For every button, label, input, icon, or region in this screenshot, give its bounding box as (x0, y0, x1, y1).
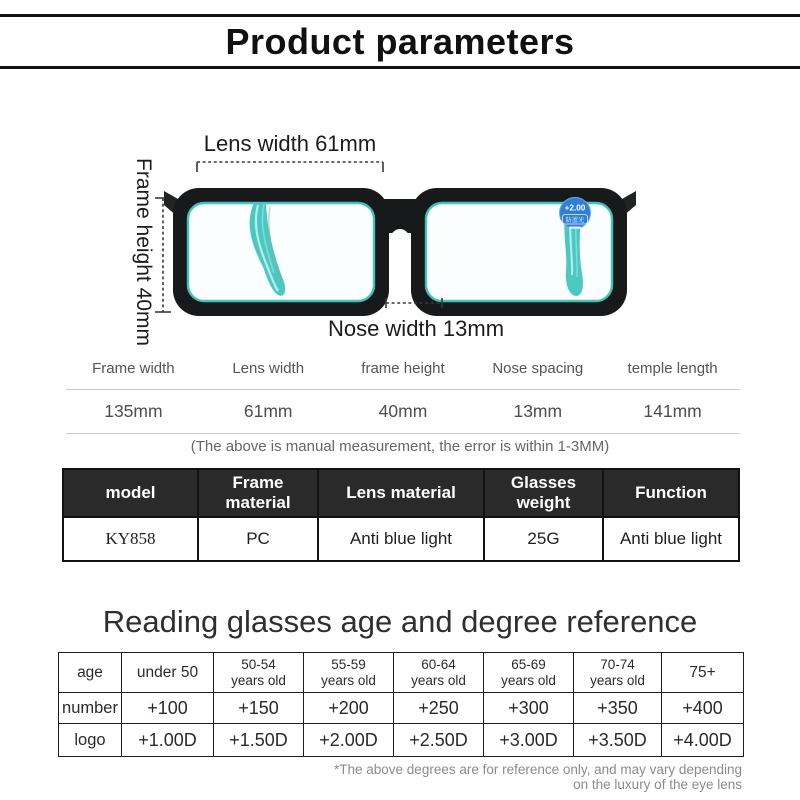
degree-sticker-badge (560, 198, 591, 229)
divider (66, 433, 740, 434)
lens-width-label: Lens width 61mm (203, 131, 377, 156)
spec-cell-model: KY858 (63, 517, 198, 561)
degree-age-cell: 50-54 years old (214, 653, 304, 693)
degree-logo-cell: +2.00D (304, 724, 394, 757)
footnote-line1: *The above degrees are for reference only, and may vary depending (334, 762, 742, 777)
degree-age-cell: age (59, 653, 122, 693)
spec-cell-weight: 25G (484, 517, 603, 561)
degree-row-label: logo (59, 724, 122, 757)
lens-width-bracket (197, 162, 383, 172)
measure-value: 13mm (513, 401, 563, 421)
spec-table (62, 468, 740, 562)
badge-power-text: +2.00 (564, 203, 586, 213)
degree-age-cell: 65-69 years old (484, 653, 574, 693)
measurement-note: (The above is manual measurement, the error is within 1-3MM) (190, 438, 610, 455)
degree-age-cell: 55-59 years old (304, 653, 394, 693)
spec-cell-lens-material: Anti blue light (318, 517, 484, 561)
measure-header: Nose spacing (492, 360, 584, 377)
degree-logo-cell: +3.50D (574, 724, 662, 757)
spec-header-row (63, 469, 739, 517)
spec-header-cell: Function (603, 469, 739, 517)
measure-header: Frame width (92, 360, 175, 377)
frame-height-line (155, 198, 171, 312)
measure-header: Lens width (232, 360, 305, 377)
degree-logo-cell: +1.00D (122, 724, 214, 757)
measure-value: 135mm (104, 401, 163, 421)
degree-logo-row (59, 724, 744, 757)
page-title: Product parameters (225, 20, 575, 62)
measure-value: 61mm (243, 401, 293, 421)
degree-row-label: number (59, 693, 122, 724)
spec-cell-frame-material: PC (198, 517, 318, 561)
degree-logo-cell: +1.50D (214, 724, 304, 757)
measure-value: 40mm (378, 401, 428, 421)
glasses-figure (0, 105, 800, 350)
degree-number-row (59, 693, 744, 724)
degree-number-cell: +150 (214, 693, 304, 724)
measurement-values (66, 390, 740, 433)
degree-logo-cell: +2.50D (394, 724, 484, 757)
degree-logo-cell: +4.00D (662, 724, 744, 757)
degree-number-cell: +200 (304, 693, 394, 724)
spec-header-cell: Frame material (198, 469, 318, 517)
nose-width-label: Nose width 13mm (327, 316, 505, 341)
spec-data-row (63, 517, 739, 561)
degree-number-cell: +100 (122, 693, 214, 724)
badge-antiblue-text: 防蓝光 (565, 216, 585, 224)
degree-table (58, 652, 744, 757)
degree-age-cell: under 50 (122, 653, 214, 693)
degree-number-cell: +400 (662, 693, 744, 724)
spec-header-cell: Lens material (318, 469, 484, 517)
title-band (0, 14, 800, 69)
measure-value: 141mm (643, 401, 702, 421)
degree-age-cell: 60-64 years old (394, 653, 484, 693)
degree-section-heading: Reading glasses age and degree reference (102, 604, 698, 639)
spec-header-cell: Glasses weight (484, 469, 603, 517)
spec-header-cell: model (63, 469, 198, 517)
measure-header: frame height (361, 360, 445, 377)
measurement-headers (66, 356, 740, 389)
degree-age-cell: 70-74 years old (574, 653, 662, 693)
degree-age-cell: 75+ (662, 653, 744, 693)
footnote-line2: on the luxury of the eye lens (573, 777, 742, 792)
spec-cell-function: Anti blue light (603, 517, 739, 561)
measurement-summary (66, 356, 740, 434)
degree-logo-cell: +3.00D (484, 724, 574, 757)
degree-number-cell: +300 (484, 693, 574, 724)
degree-number-cell: +350 (574, 693, 662, 724)
degree-number-cell: +250 (394, 693, 484, 724)
measure-header: temple length (627, 360, 718, 377)
degree-age-row (59, 653, 744, 693)
glasses-image (164, 188, 636, 316)
degree-footnote (242, 762, 742, 792)
frame-height-label: Frame height 40mm (132, 158, 155, 346)
